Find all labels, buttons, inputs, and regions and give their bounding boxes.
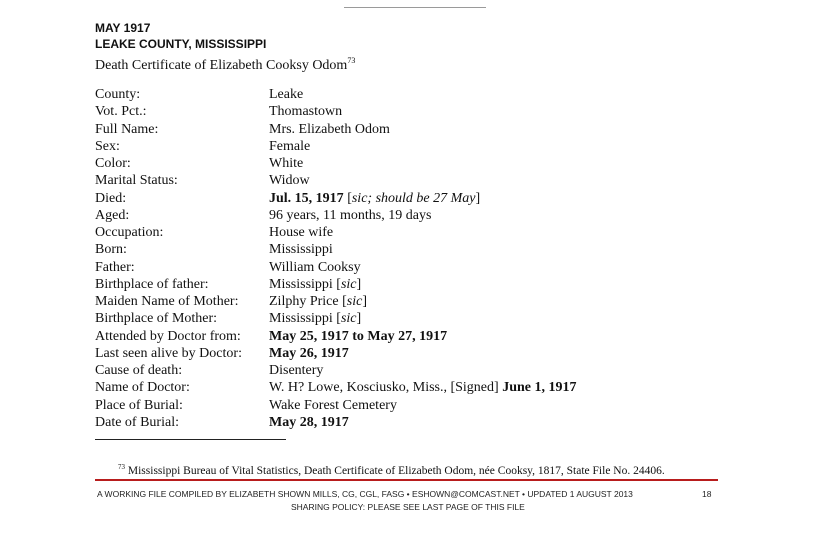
record-row — [95, 414, 735, 431]
field-label: County: — [95, 87, 141, 102]
sic-note: sic — [346, 294, 363, 309]
field-label: Cause of death: — [95, 363, 183, 378]
field-label: Marital Status: — [95, 173, 178, 189]
record-row — [95, 345, 735, 362]
field-value: Leake — [269, 87, 304, 102]
field-value — [269, 190, 735, 207]
sic-note: sic — [340, 276, 357, 292]
field-value: House wife — [269, 225, 334, 240]
field-value: William Cooksy — [269, 259, 361, 275]
field-value: Mrs. Elizabeth Odom — [269, 121, 390, 137]
value-text: Mississippi [ — [269, 276, 341, 292]
field-label: Sex: — [95, 138, 120, 154]
field-value: Thomastown — [269, 104, 343, 120]
record-row — [95, 310, 735, 327]
signed-date: June 1, 1917 — [502, 380, 577, 396]
top-divider — [344, 7, 486, 8]
value-text: Zilphy Price [ — [269, 294, 347, 309]
certificate-fields — [95, 86, 735, 431]
field-label: Maiden Name of Mother: — [95, 294, 239, 309]
document-title — [95, 52, 355, 74]
footnote-divider — [95, 439, 286, 440]
field-value: Mississippi — [269, 242, 333, 258]
sic-note: sic — [340, 311, 357, 327]
field-value: Wake Forest Cemetery — [269, 397, 397, 413]
field-label: Color: — [95, 156, 131, 171]
field-value — [269, 379, 735, 396]
field-value: White — [269, 156, 304, 171]
field-label: Died: — [95, 190, 127, 206]
record-row — [95, 379, 735, 396]
field-label: Vot. Pct.: — [95, 104, 147, 120]
record-row — [95, 293, 735, 310]
page-number: 18 — [702, 489, 712, 499]
field-label: Birthplace of father: — [95, 276, 209, 292]
record-row — [95, 86, 735, 103]
field-label: Occupation: — [95, 225, 164, 240]
record-row — [95, 276, 735, 293]
field-label: Name of Doctor: — [95, 380, 190, 396]
field-value — [269, 310, 735, 327]
record-row — [95, 241, 735, 258]
field-label: Birthplace of Mother: — [95, 311, 218, 327]
field-value — [269, 293, 735, 310]
record-row — [95, 224, 735, 241]
bracket-close: ] — [356, 311, 362, 327]
field-label: Father: — [95, 259, 135, 275]
bracket-close: ] — [475, 190, 481, 206]
sic-note: sic; should be 27 May — [351, 190, 476, 206]
record-row — [95, 190, 735, 207]
record-row — [95, 328, 735, 345]
footnote-text: Mississippi Bureau of Vital Statistics, Death Certificate of Elizabeth Odom, née Cooksy, 1817, State File No. 24406. — [127, 465, 665, 477]
record-row — [95, 155, 735, 172]
value-text: Mississippi [ — [269, 311, 341, 327]
location-heading: LEAKE COUNTY, MISSISSIPPI — [95, 37, 267, 51]
field-value: Female — [269, 138, 311, 154]
footer-sharing-policy: SHARING POLICY: PLEASE SEE LAST PAGE OF THIS FILE — [291, 502, 525, 512]
field-value: Widow — [269, 173, 310, 189]
field-label: Place of Burial: — [95, 397, 183, 413]
field-label: Aged: — [95, 207, 130, 223]
bracket-open: [ — [347, 190, 352, 206]
record-row — [95, 172, 735, 189]
field-value: May 25, 1917 to May 27, 1917 — [269, 328, 448, 344]
record-row — [95, 138, 735, 155]
value-text: W. H? Lowe, Kosciusko, Miss., [Signed] — [269, 380, 499, 396]
field-label: Attended by Doctor from: — [95, 328, 241, 344]
record-row — [95, 121, 735, 138]
field-value: May 28, 1917 — [269, 414, 349, 430]
field-label: Last seen alive by Doctor: — [95, 345, 242, 361]
record-row — [95, 207, 735, 224]
bracket-close: ] — [356, 276, 362, 292]
footnote-reference: 73 — [347, 56, 356, 65]
field-label: Date of Burial: — [95, 414, 179, 430]
record-row — [95, 397, 735, 414]
record-row — [95, 362, 735, 379]
died-date: Jul. 15, 1917 — [269, 190, 344, 206]
field-value: 96 years, 11 months, 19 days — [269, 207, 432, 223]
field-value: May 26, 1917 — [269, 345, 349, 361]
title-text: Death Certificate of Elizabeth Cooksy Odom — [95, 58, 348, 73]
field-label: Born: — [95, 242, 127, 258]
footer-divider — [95, 479, 718, 481]
footnote-number: 73 — [118, 463, 125, 471]
field-value: Disentery — [269, 363, 324, 378]
field-value — [269, 276, 735, 293]
record-row — [95, 103, 735, 120]
record-row — [95, 259, 735, 276]
footnote — [118, 460, 665, 478]
date-heading: MAY 1917 — [95, 21, 151, 35]
footer-credit: A WORKING FILE COMPILED BY ELIZABETH SHOWN MILLS, CG, CGL, FASG • ESHOWN@COMCAST.NET • UPDATED 1 AUGUST 2013 — [97, 489, 633, 499]
bracket-close: ] — [362, 294, 367, 309]
field-label: Full Name: — [95, 121, 159, 137]
